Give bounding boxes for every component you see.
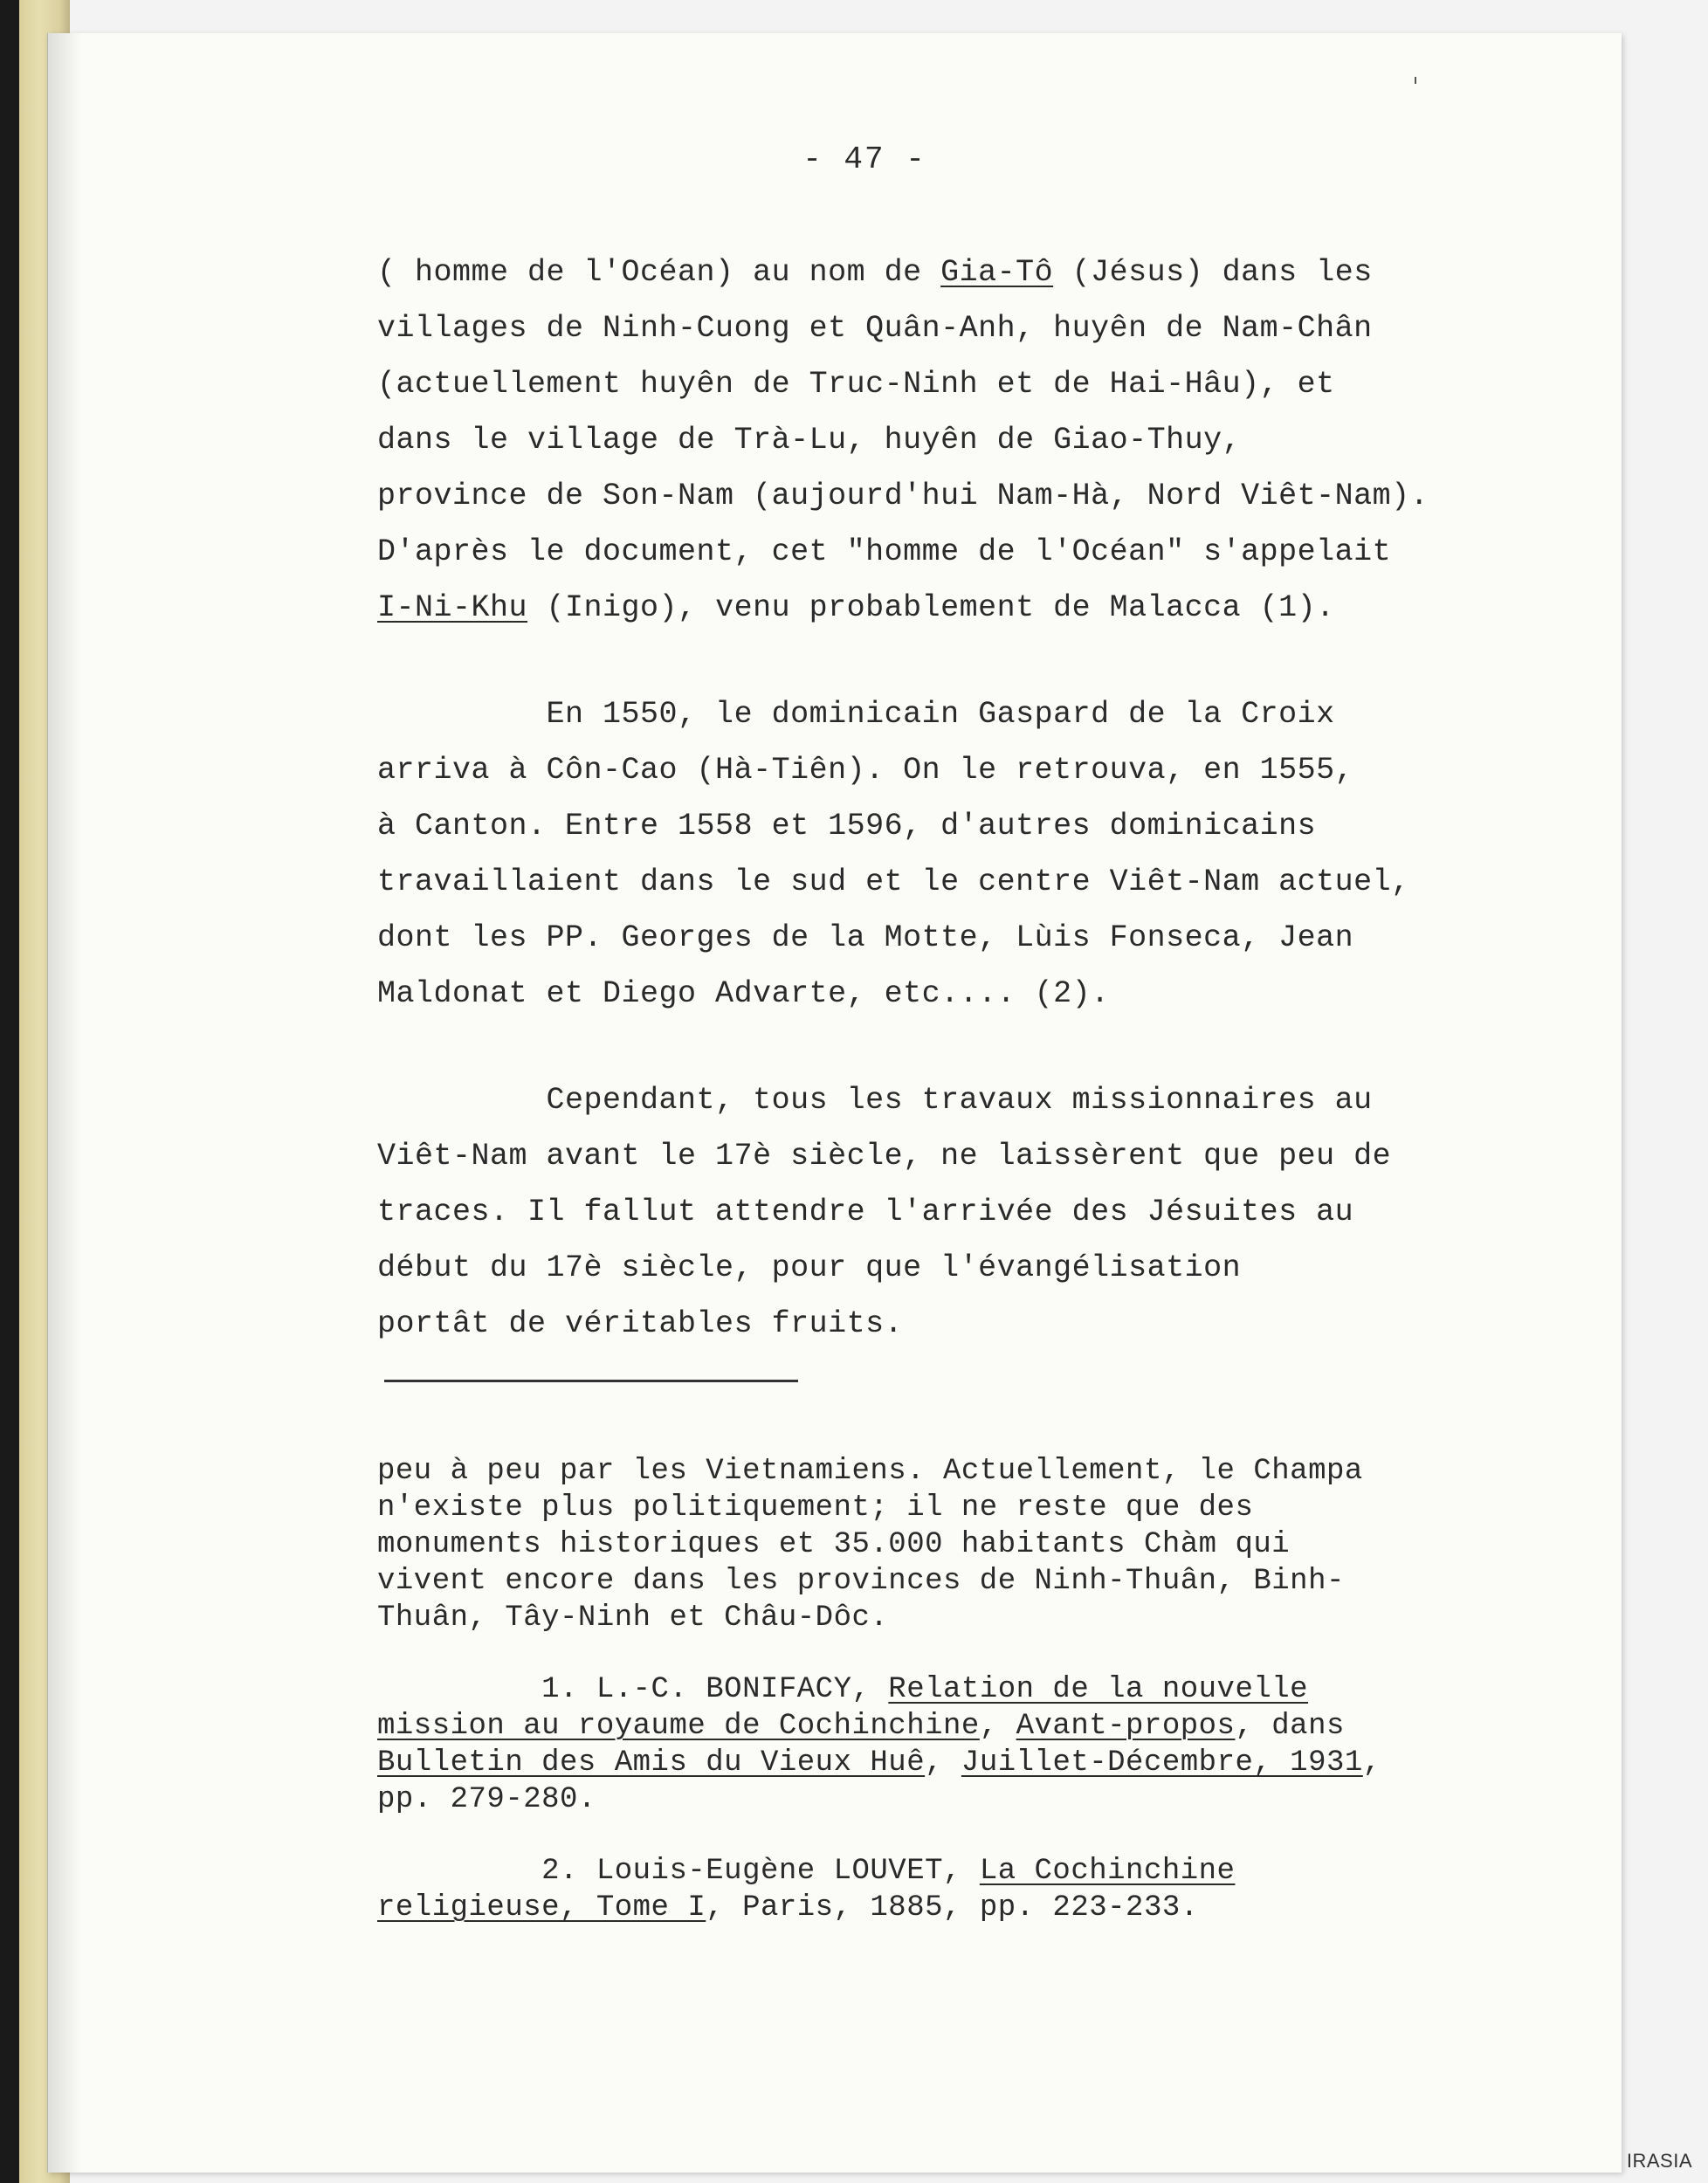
text-line: ( homme de l'Océan) au nom de Gia-Tô (Jésus) dans les — [377, 255, 1373, 290]
footnote-line: monuments historiques et 35.000 habitants Chàm qui — [377, 1528, 1291, 1561]
watermark-label: IRASIA — [1626, 2150, 1692, 2172]
footnote-2 — [377, 1853, 1565, 1926]
text-line: dont les PP. Georges de la Motte, Lùis Fonseca, Jean — [377, 920, 1354, 955]
text-line: traces. Il fallut attendre l'arrivée des Jésuites au — [377, 1195, 1354, 1229]
footnote-line: mission au royaume de Cochinchine, Avant-propos, dans — [377, 1710, 1345, 1743]
text-line: début du 17è siècle, pour que l'évangélisation — [377, 1250, 1242, 1285]
footnote-continuation — [377, 1453, 1565, 1636]
page-gutter-shadow — [47, 33, 82, 2173]
footnote-line: 1. L.-C. BONIFACY, Relation de la nouvelle — [377, 1673, 1309, 1706]
text-line: travaillaient dans le sud et le centre Viêt-Nam actuel, — [377, 864, 1410, 899]
text-line: D'après le document, cet "homme de l'Océan" s'appelait — [377, 534, 1392, 569]
text-line: province de Son-Nam (aujourd'hui Nam-Hà, Nord Viêt-Nam). — [377, 479, 1429, 513]
text-line: portât de véritables fruits. — [377, 1306, 904, 1341]
footnote-line: vivent encore dans les provinces de Ninh-Thuân, Binh- — [377, 1565, 1345, 1598]
text-line: I-Ni-Khu (Inigo), venu probablement de Malacca (1). — [377, 590, 1335, 625]
footnote-line: religieuse, Tome I, Paris, 1885, pp. 223-233. — [377, 1891, 1199, 1925]
footnotes — [377, 1453, 1565, 1926]
footnote-line: 2. Louis-Eugène LOUVET, La Cochinchine — [377, 1855, 1236, 1888]
paragraph-3 — [377, 1072, 1565, 1352]
paragraph-1 — [377, 244, 1565, 636]
paragraph-2 — [377, 686, 1565, 1022]
text-line: En 1550, le dominicain Gaspard de la Croix — [377, 697, 1335, 732]
footnote-line: Bulletin des Amis du Vieux Huê, Juillet-Décembre, 1931, — [377, 1746, 1381, 1780]
text-line: Cependant, tous les travaux missionnaires au — [377, 1083, 1373, 1118]
footnote-line: Thuân, Tây-Ninh et Châu-Dôc. — [377, 1601, 889, 1635]
text-line: à Canton. Entre 1558 et 1596, d'autres dominicains — [377, 809, 1317, 844]
page-number: - 47 - — [802, 141, 926, 177]
text-line: arriva à Côn-Cao (Hà-Tiên). On le retrouva, en 1555, — [377, 753, 1354, 788]
text-line: dans le village de Trà-Lu, huyên de Giao-Thuy, — [377, 423, 1242, 458]
book-binding-edge — [0, 0, 19, 2183]
footnote-line: n'existe plus politiquement; il ne reste que des — [377, 1491, 1254, 1525]
text-line: villages de Ninh-Cuong et Quân-Anh, huyên de Nam-Chân — [377, 311, 1373, 346]
paper-speck — [1415, 77, 1416, 84]
main-text — [377, 244, 1565, 1352]
text-line: Maldonat et Diego Advarte, etc.... (2). — [377, 976, 1110, 1011]
footnote-line: peu à peu par les Vietnamiens. Actuellement, le Champa — [377, 1455, 1363, 1488]
footnote-1 — [377, 1671, 1565, 1818]
text-line: Viêt-Nam avant le 17è siècle, ne laissèrent que peu de — [377, 1139, 1392, 1174]
footnote-separator — [384, 1380, 798, 1382]
footnote-line: pp. 279-280. — [377, 1783, 596, 1816]
text-line: (actuellement huyên de Truc-Ninh et de Hai-Hâu), et — [377, 367, 1335, 402]
